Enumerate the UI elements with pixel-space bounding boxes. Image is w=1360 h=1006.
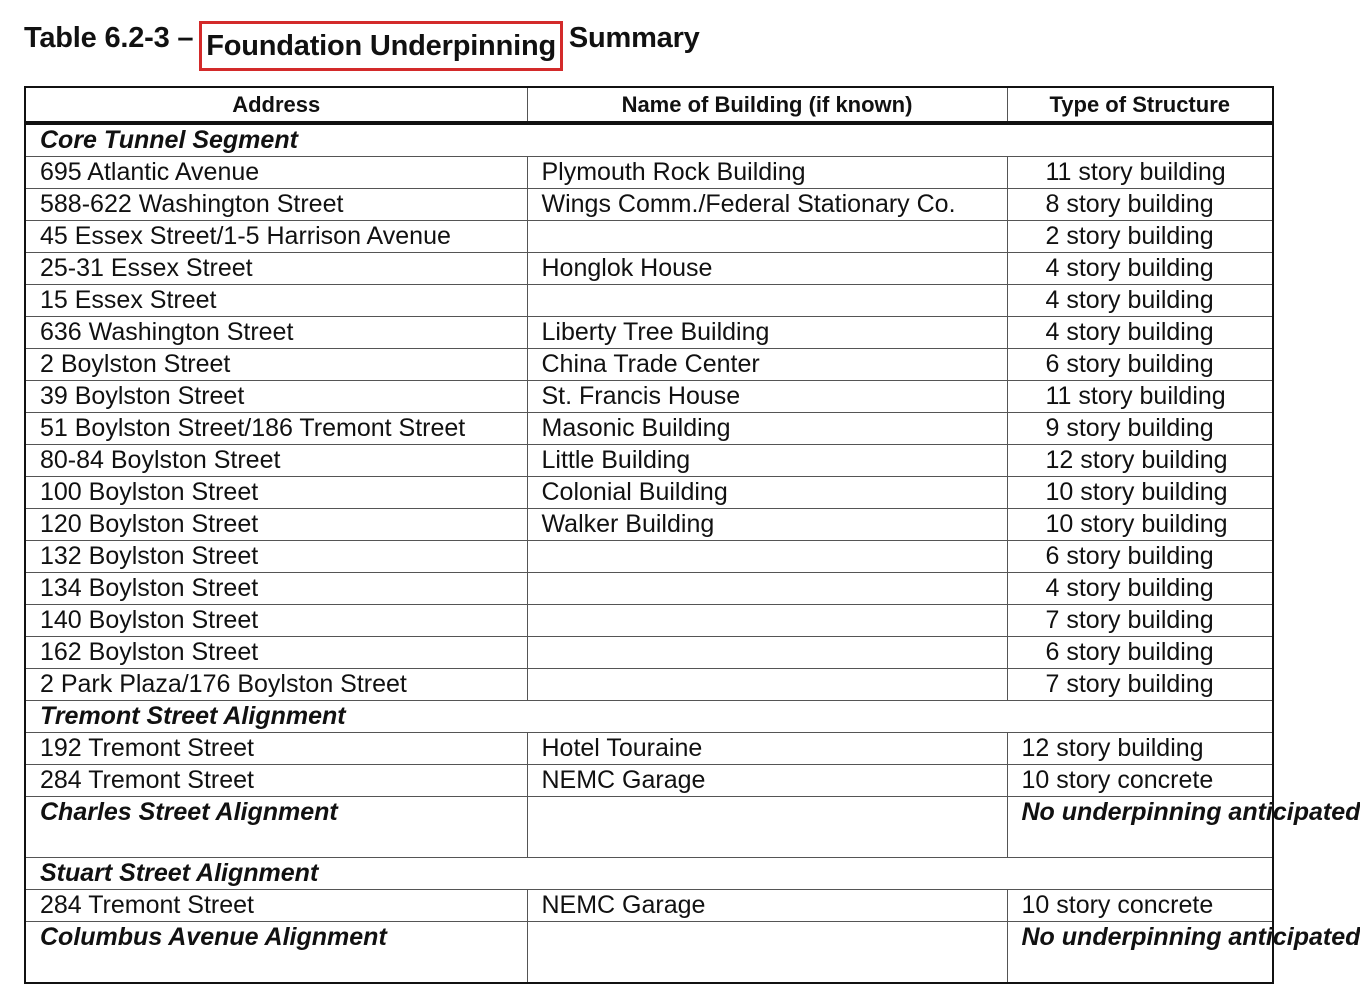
- cell-address: 39 Boylston Street: [25, 381, 527, 413]
- cell-address: 695 Atlantic Avenue: [25, 157, 527, 189]
- cell-building-name: Colonial Building: [527, 477, 1007, 509]
- section-label: Core Tunnel Segment: [25, 123, 1273, 157]
- table-row: [25, 890, 1273, 922]
- table-title: [24, 18, 700, 62]
- cell-address: 51 Boylston Street/186 Tremont Street: [25, 413, 527, 445]
- table-row: [25, 285, 1273, 317]
- cell-building-name: Hotel Touraine: [527, 733, 1007, 765]
- cell-structure-type: 4 story building: [1007, 317, 1273, 349]
- cell-structure-type: 4 story building: [1007, 573, 1273, 605]
- cell-building-name: [527, 221, 1007, 253]
- cell-structure-type: 6 story building: [1007, 637, 1273, 669]
- tremont-rows: [25, 733, 1273, 797]
- no-underpinning-note: No underpinning anticipated: [1007, 797, 1273, 858]
- cell-structure-type: 6 story building: [1007, 541, 1273, 573]
- title-suffix: Summary: [560, 22, 700, 54]
- cell-building-name: Plymouth Rock Building: [527, 157, 1007, 189]
- cell-structure-type: 10 story concrete: [1007, 765, 1273, 797]
- header-building-name: Name of Building (if known): [527, 87, 1007, 123]
- table-row: [25, 637, 1273, 669]
- cell-building-name: NEMC Garage: [527, 765, 1007, 797]
- cell-building-name: China Trade Center: [527, 349, 1007, 381]
- cell-structure-type: 4 story building: [1007, 285, 1273, 317]
- cell-building-name: Wings Comm./Federal Stationary Co.: [527, 189, 1007, 221]
- cell-building-name: [527, 285, 1007, 317]
- cell-address: 120 Boylston Street: [25, 509, 527, 541]
- section-row-stuart: [25, 858, 1273, 890]
- cell-structure-type: 9 story building: [1007, 413, 1273, 445]
- cell-address: 162 Boylston Street: [25, 637, 527, 669]
- header-address: Address: [25, 87, 527, 123]
- cell-building-name: Honglok House: [527, 253, 1007, 285]
- cell-address: 15 Essex Street: [25, 285, 527, 317]
- cell-structure-type: 7 story building: [1007, 605, 1273, 637]
- cell-structure-type: 6 story building: [1007, 349, 1273, 381]
- cell-address: 25-31 Essex Street: [25, 253, 527, 285]
- cell-address: 284 Tremont Street: [25, 890, 527, 922]
- table-row: [25, 189, 1273, 221]
- cell-address: 100 Boylston Street: [25, 477, 527, 509]
- cell-structure-type: 10 story concrete: [1007, 890, 1273, 922]
- cell-address: 2 Park Plaza/176 Boylston Street: [25, 669, 527, 701]
- cell-address: 636 Washington Street: [25, 317, 527, 349]
- section-label: Stuart Street Alignment: [25, 858, 1273, 890]
- section-row-columbus: [25, 922, 1273, 984]
- cell-structure-type: 11 story building: [1007, 381, 1273, 413]
- header-row: [25, 87, 1273, 123]
- cell-address: 284 Tremont Street: [25, 765, 527, 797]
- cell-building-name: NEMC Garage: [527, 890, 1007, 922]
- table-row: [25, 221, 1273, 253]
- cell-structure-type: 10 story building: [1007, 477, 1273, 509]
- section-row-core: [25, 123, 1273, 157]
- table-row: [25, 253, 1273, 285]
- table-row: [25, 541, 1273, 573]
- table-row: [25, 413, 1273, 445]
- cell-address: 2 Boylston Street: [25, 349, 527, 381]
- stuart-rows: [25, 890, 1273, 922]
- section-row-tremont: [25, 701, 1273, 733]
- cell-address: 45 Essex Street/1-5 Harrison Avenue: [25, 221, 527, 253]
- table-cell-empty: [527, 922, 1007, 984]
- cell-building-name: [527, 637, 1007, 669]
- cell-structure-type: 12 story building: [1007, 445, 1273, 477]
- cell-building-name: Masonic Building: [527, 413, 1007, 445]
- section-label: Tremont Street Alignment: [25, 701, 1273, 733]
- core-rows: [25, 157, 1273, 701]
- cell-building-name: Liberty Tree Building: [527, 317, 1007, 349]
- table-row: [25, 349, 1273, 381]
- cell-building-name: [527, 541, 1007, 573]
- table-row: [25, 157, 1273, 189]
- cell-building-name: Walker Building: [527, 509, 1007, 541]
- cell-address: 588-622 Washington Street: [25, 189, 527, 221]
- section-label: Charles Street Alignment: [25, 797, 527, 858]
- table-row: [25, 605, 1273, 637]
- underpinning-table: [24, 86, 1360, 984]
- cell-address: 80-84 Boylston Street: [25, 445, 527, 477]
- cell-building-name: [527, 605, 1007, 637]
- table-row: [25, 477, 1273, 509]
- cell-building-name: Little Building: [527, 445, 1007, 477]
- cell-structure-type: 8 story building: [1007, 189, 1273, 221]
- section-label: Columbus Avenue Alignment: [25, 922, 527, 984]
- cell-building-name: St. Francis House: [527, 381, 1007, 413]
- cell-building-name: [527, 669, 1007, 701]
- table-row: [25, 669, 1273, 701]
- table-row: [25, 381, 1273, 413]
- section-row-charles: [25, 797, 1273, 858]
- table-row: [25, 733, 1273, 765]
- table-row: [25, 573, 1273, 605]
- cell-structure-type: 7 story building: [1007, 669, 1273, 701]
- header-structure-type: Type of Structure: [1007, 87, 1273, 123]
- cell-address: 134 Boylston Street: [25, 573, 527, 605]
- table-row: [25, 509, 1273, 541]
- table-row: [25, 765, 1273, 797]
- table-row: [25, 317, 1273, 349]
- title-prefix: Table 6.2-3 –: [24, 22, 202, 54]
- cell-building-name: [527, 573, 1007, 605]
- title-highlight: Foundation Underpinning: [199, 21, 563, 71]
- table-row: [25, 445, 1273, 477]
- cell-structure-type: 10 story building: [1007, 509, 1273, 541]
- cell-structure-type: 2 story building: [1007, 221, 1273, 253]
- cell-address: 140 Boylston Street: [25, 605, 527, 637]
- table-cell-empty: [527, 797, 1007, 858]
- no-underpinning-note: No underpinning anticipated: [1007, 922, 1273, 984]
- cell-address: 192 Tremont Street: [25, 733, 527, 765]
- cell-structure-type: 12 story building: [1007, 733, 1273, 765]
- cell-structure-type: 11 story building: [1007, 157, 1273, 189]
- cell-structure-type: 4 story building: [1007, 253, 1273, 285]
- cell-address: 132 Boylston Street: [25, 541, 527, 573]
